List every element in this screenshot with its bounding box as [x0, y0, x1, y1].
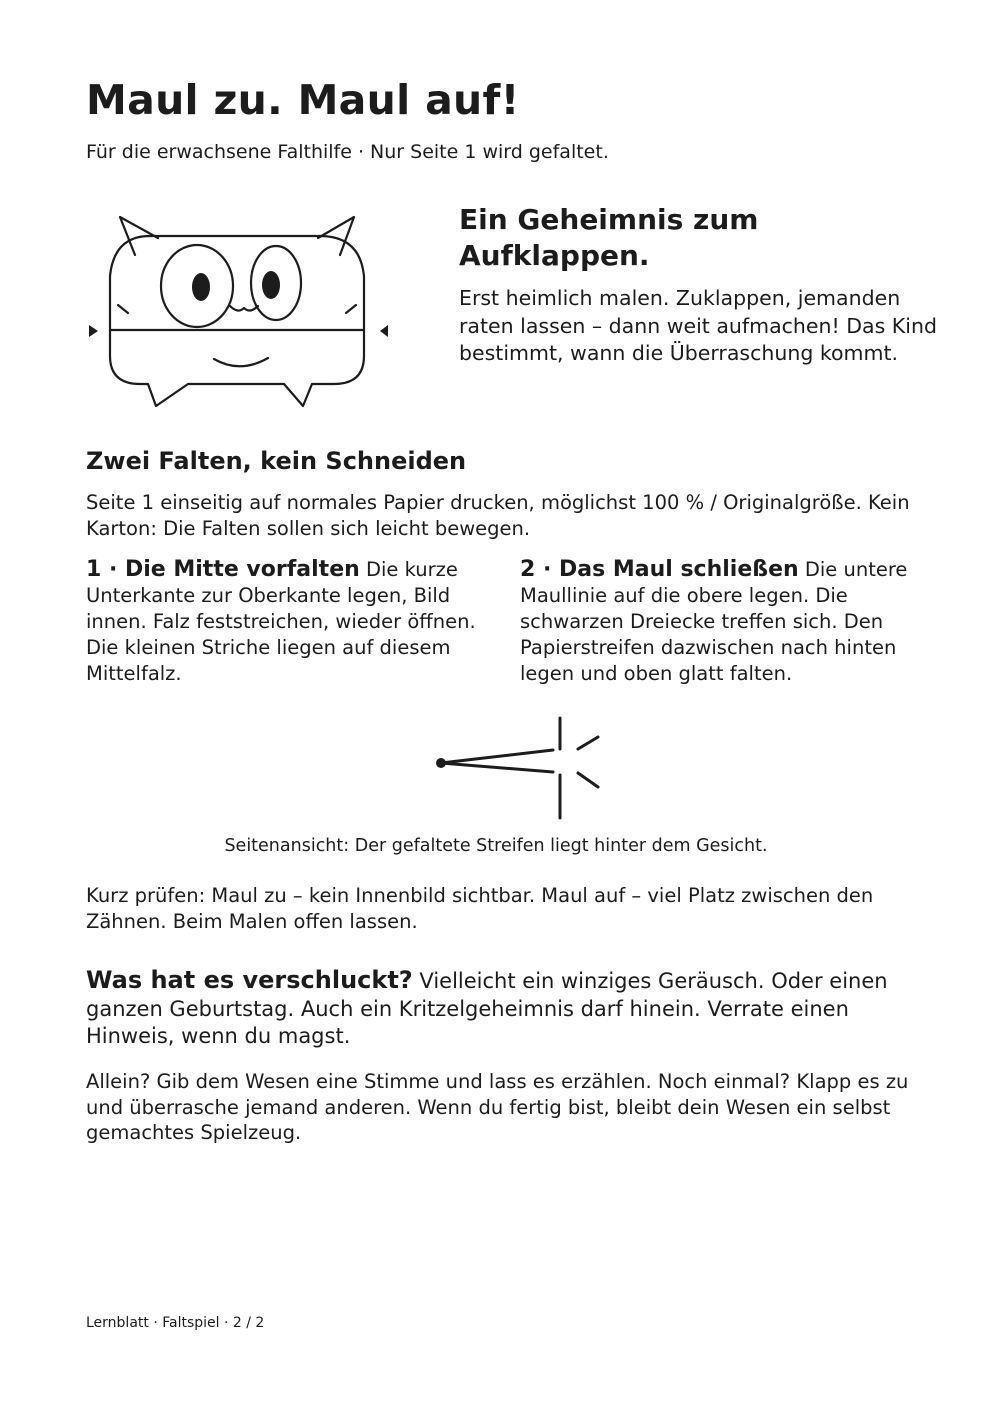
right-pupil: [262, 271, 280, 299]
intro-text: Erst heimlich malen. Zuklappen, jemanden raten lassen – dann weit aufmachen! Das Kind bestimmt, wann die Überraschung kommt.: [459, 286, 937, 365]
step-2-text: Die untere Maullinie auf die obere legen. Die schwarzen Dreiecke treffen sich. Den Papierstreifen dazwischen nach hinten legen und oben glatt falten.: [520, 558, 908, 685]
page-title: Maul zu. Maul auf!: [86, 76, 520, 124]
smile: [214, 358, 268, 366]
closing-text: Allein? Gib dem Wesen eine Stimme und lass es erzählen. Noch einmal? Klapp es zu und überrasche jemand anderen. Wenn du fertig bist, bleibt dein Wesen ein selbst gemachtes Spielzeug.: [86, 1070, 909, 1144]
strip-upper: [441, 750, 553, 763]
strip-lower: [441, 763, 553, 772]
section-heading: Zwei Falten, kein Schneiden: [86, 447, 467, 475]
step-1-title: 1 · Die Mitte vorfalten: [86, 557, 360, 582]
creature-illustration: [84, 210, 394, 415]
side-view-diagram: [432, 712, 607, 824]
play-question: Was hat es verschluckt?: [86, 966, 413, 994]
motion-line-lower: [578, 773, 598, 787]
intro-title: Ein Geheimnis zum Aufklappen.: [459, 203, 759, 272]
play-prompt: [86, 967, 916, 1051]
head-outline: [110, 236, 364, 406]
small-mouth: [230, 306, 258, 311]
step-2-title: 2 · Das Maul schließen: [520, 557, 799, 582]
right-fold-marker: [380, 325, 388, 337]
check-text: Kurz prüfen: Maul zu – kein Innenbild sichtbar. Maul auf – viel Platz zwischen den Zähnen. Beim Malen offen lassen.: [86, 884, 874, 933]
step-1: [86, 557, 486, 687]
motion-line-upper: [578, 737, 598, 749]
page-footer: Lernblatt · Faltspiel · 2 / 2: [86, 1315, 265, 1331]
side-view-caption: Seitenansicht: Der gefaltete Streifen liegt hinter dem Gesicht.: [224, 836, 768, 856]
left-whisker: [118, 305, 128, 313]
right-whisker: [346, 305, 356, 313]
hinge-dot: [436, 758, 446, 768]
step-2: [520, 557, 920, 687]
left-fold-marker: [89, 325, 98, 337]
left-pupil: [192, 273, 210, 301]
page-subtitle: Für die erwachsene Falthilfe · Nur Seite 1 wird gefaltet.: [86, 141, 609, 163]
step-1-text: Die kurze Unterkante zur Oberkante legen, Bild innen. Falz feststreichen, wieder öffnen. Die kleinen Striche liegen auf diesem Mittelfalz.: [86, 558, 476, 685]
play-prompt-text: Vielleicht ein winziges Geräusch. Oder einen ganzen Geburtstag. Auch ein Kritzelgeheimnis darf hinein. Verrate einen Hinweis, wenn du magst.: [86, 969, 888, 1048]
print-note: Seite 1 einseitig auf normales Papier drucken, möglichst 100 % / Originalgröße. Kein Karton: Die Falten sollen sich leicht bewegen.: [86, 491, 910, 540]
